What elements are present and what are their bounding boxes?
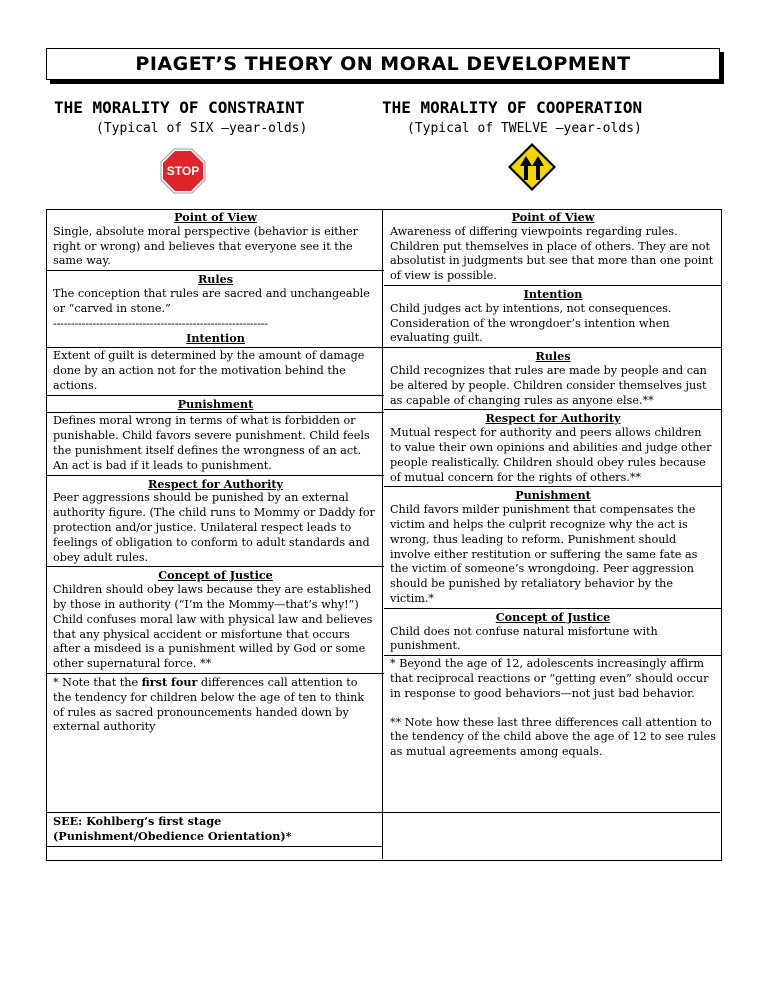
- right-note-1: * Beyond the age of 12, adolescents increasingly affirm that reciprocal reactions or “getting even” should occur in response to good behaviors—not just bad behavior.: [390, 657, 709, 700]
- title-box: [46, 48, 720, 80]
- right-rules-text: Child recognizes that rules are made by people and can be altered by people. Children consider themselves just as capable of changing rules as anyone else.**: [390, 363, 707, 407]
- divider: [47, 475, 384, 476]
- left-resp-title: Respect for Authority: [148, 476, 283, 491]
- divider: [384, 655, 722, 656]
- divider: [384, 409, 722, 410]
- divider: [47, 566, 384, 567]
- left-rules-dashes: ------------------------------------------------------------: [53, 316, 268, 330]
- right-resp-title: Respect for Authority: [485, 411, 621, 426]
- left-note-bold: first four: [141, 674, 198, 689]
- left-just-title: Concept of Justice: [158, 568, 273, 583]
- stop-sign-text: STOP: [166, 164, 200, 178]
- divider: [384, 285, 722, 286]
- footer-row-line-left: [46, 812, 383, 813]
- left-intent-title: Intention: [186, 331, 245, 346]
- divider: [384, 608, 722, 609]
- see-reference: [53, 814, 292, 844]
- right-just-title: Concept of Justice: [495, 609, 611, 624]
- divided-road-sign-icon: [507, 142, 557, 192]
- left-note-pre: * Note that the: [53, 675, 142, 689]
- see-line-2: (Punishment/Obedience Orientation)*: [53, 829, 292, 843]
- left-pun-title: Punishment: [177, 396, 254, 411]
- left-column: [53, 210, 378, 735]
- left-resp-text: Peer aggressions should be punished by an external authority figure. (The child runs to Mommy or Daddy for protection and/or justice. Unilateral respect leads to feelings of obligation to conform to adult standards and obey adult rules.: [53, 491, 375, 564]
- divider: [47, 395, 384, 396]
- divider: [47, 412, 384, 413]
- left-rules-title: Rules: [197, 272, 234, 287]
- left-note: [53, 675, 378, 735]
- left-intent-text: Extent of guilt is determined by the amount of damage done by an action not for the motivation behind the actions.: [53, 349, 365, 392]
- right-pun-title: Punishment: [515, 488, 591, 503]
- left-just-text: Children should obey laws because they are established by those in authority (“I’m the Mommy—that’s why!”) Child confuses moral law with physical law and believes that any physical accident or misfortune that occurs after a misdeed is a punishment willed by God or some other supernatural force. **: [53, 583, 373, 671]
- right-intent-title: Intention: [523, 286, 583, 301]
- divider: [384, 486, 722, 487]
- right-subheading: (Typical of TWELVE –year-olds): [407, 121, 642, 136]
- right-resp-text: Mutual respect for authority and peers allows children to value their own opinions and abilities and judge other people realistically. Children should obey rules because of mutual concern for the rights of others.**: [390, 426, 712, 484]
- footer-row-line-right: [383, 812, 720, 813]
- see-line-1: SEE: Kohlberg’s first stage: [53, 814, 222, 828]
- right-intent-text: Child judges act by intentions, not consequences. Consideration of the wrongdoer’s intention when evaluating guilt.: [390, 301, 672, 345]
- page-title: PIAGET’S THEORY ON MORAL DEVELOPMENT: [135, 53, 631, 75]
- right-pov-text: Awareness of differing viewpoints regarding rules. Children put themselves in place of others. They are not absolutist in judgments but see that more than one point of view is possible.: [390, 224, 714, 283]
- right-rules-title: Rules: [535, 349, 571, 364]
- left-pov-text: Single, absolute moral perspective (behavior is either right or wrong) and believes that everyone see it the same way.: [53, 224, 358, 268]
- divider: [47, 270, 384, 271]
- right-just-text: Child does not confuse natural misfortune with punishment.: [390, 624, 658, 653]
- right-heading: THE MORALITY OF COOPERATION: [382, 98, 643, 117]
- see-underline: [46, 846, 382, 847]
- divider: [47, 673, 384, 674]
- left-pun-text: Defines moral wrong in terms of what is forbidden or punishable. Child favors severe punishment. Child feels the punishment itself defines the wrongness of an act. An act is bad if it leads to punishment.: [53, 414, 370, 472]
- column-divider: [382, 209, 383, 859]
- right-column: [390, 210, 716, 760]
- right-pun-text: Child favors milder punishment that compensates the victim and helps the culprit recognize why the act is wrong, thus leading to reform. Punishment should involve either restitution or suffering the same fate as the victim of someone’s wrongdoing. Peer aggression should be punished by retaliatory behavior by the victim.*: [390, 503, 698, 605]
- divider: [384, 347, 722, 348]
- left-rules-text: The conception that rules are sacred and unchangeable or “carved in stone.”: [53, 286, 370, 315]
- right-pov-title: Point of View: [511, 210, 595, 224]
- divider: [47, 347, 384, 348]
- left-subheading: (Typical of SIX –year-olds): [96, 121, 308, 136]
- stop-sign-icon: [160, 148, 206, 194]
- left-heading: THE MORALITY OF CONSTRAINT: [54, 98, 305, 117]
- left-pov-title: Point of View: [174, 210, 257, 224]
- right-note-2: ** Note how these last three differences call attention to the tendency of the child above the age of 12 to see rules as mutual agreements among equals.: [390, 715, 716, 759]
- left-note-post: differences call attention to the tendency for children below the age of ten to think of rules as sacred pronouncements handed down by external authority: [53, 675, 365, 734]
